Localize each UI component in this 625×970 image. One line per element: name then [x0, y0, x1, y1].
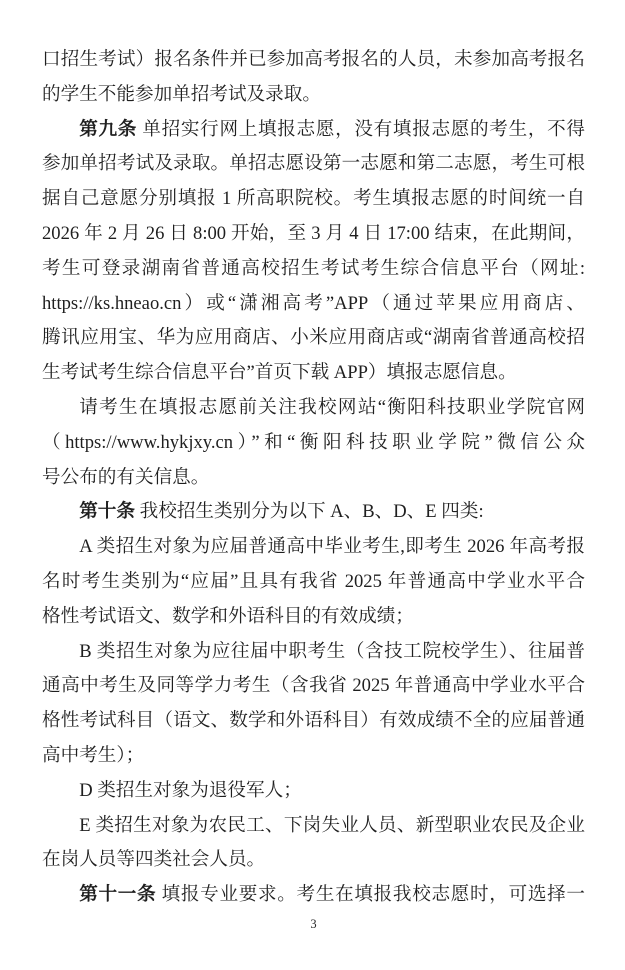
document-line — [42, 565, 585, 600]
document-line — [42, 391, 585, 426]
document-line — [42, 495, 585, 530]
line-text: 单招实行网上填报志愿，没有填报志愿的考生，不得 — [137, 118, 585, 140]
document-line — [42, 217, 585, 252]
line-text: 口招生考试）报名条件并已参加高考报名的人员，未参加高考报名 — [42, 49, 585, 70]
page-number: 3 — [310, 916, 317, 931]
line-text: https://ks.hneao.cn）或“潇湘高考”APP（通过苹果应用商店、 — [42, 292, 585, 314]
line-text: B 类招生对象为应往届中职考生（含技工院校学生）、往届普 — [79, 640, 585, 662]
line-text: 通高中考生及同等学力考生（含我省 2025 年普通高中学业水平合 — [42, 675, 585, 697]
line-text: 请考生在填报志愿前关注我校网站“衡阳科技职业学院官网 — [79, 396, 585, 418]
line-text: 格性考试科目（语文、数学和外语科目）有效成绩不全的应届普通 — [42, 710, 585, 732]
line-text: （https://www.hykjxy.cn）”和“衡阳科技职业学院”微信公众 — [42, 431, 585, 453]
line-text: 考生可登录湖南省普通高校招生考试考生综合信息平台（网址: — [42, 257, 585, 279]
document-line — [42, 600, 585, 635]
document-line — [42, 739, 585, 774]
document-line — [42, 774, 585, 809]
document-line — [42, 843, 585, 878]
document-line — [42, 461, 585, 496]
line-text: 填报专业要求。考生在填报我校志愿时，可选择一 — [156, 884, 585, 906]
document-line — [42, 809, 585, 844]
document-line — [42, 356, 585, 391]
line-text: 高中考生）； — [42, 744, 145, 766]
document-line — [42, 426, 585, 461]
line-text: 参加单招考试及录取。单招志愿设第一志愿和第二志愿，考生可根 — [42, 153, 585, 175]
document-line — [42, 147, 585, 182]
document-line — [42, 530, 585, 565]
line-text: 号公布的有关信息。 — [42, 466, 210, 488]
line-text: 的学生不能参加单招考试及录取。 — [42, 83, 321, 105]
document-line — [42, 669, 585, 704]
article-number: 第十条 — [79, 501, 135, 523]
document-line — [42, 43, 585, 78]
line-text: 据自己意愿分别填报 1 所高职院校。考生填报志愿的时间统一自 — [42, 188, 585, 210]
line-text: 生考试考生综合信息平台”首页下载 APP）填报志愿信息。 — [42, 362, 517, 384]
document-line — [42, 704, 585, 739]
document-line — [42, 78, 585, 113]
document-line — [42, 287, 585, 322]
line-text: 名时考生类别为“应届”且具有我省 2025 年普通高中学业水平合 — [42, 570, 585, 592]
document-line — [42, 113, 585, 148]
article-number: 第九条 — [79, 118, 138, 140]
document-line — [42, 182, 585, 217]
article-number: 第十一条 — [79, 884, 157, 906]
line-text: 2026 年 2 月 26 日 8:00 开始，至 3 月 4 日 17:00 结束，在此期间， — [42, 222, 585, 244]
line-text: 腾讯应用宝、华为应用商店、小米应用商店或“湖南省普通高校招 — [42, 327, 585, 349]
line-text: E 类招生对象为农民工、下岗失业人员、新型职业农民及企业 — [79, 814, 585, 836]
line-text: A 类招生对象为应届普通高中毕业考生,即考生 2026 年高考报 — [79, 536, 585, 558]
document-line — [42, 321, 585, 356]
line-text: D 类招生对象为退役军人； — [79, 779, 302, 801]
document-line — [42, 635, 585, 670]
line-text: 在岗人员等四类社会人员。 — [42, 849, 266, 871]
document-body — [42, 43, 585, 913]
document-line — [42, 252, 585, 287]
document-line — [42, 878, 585, 913]
line-text: 格性考试语文、数学和外语科目的有效成绩； — [42, 605, 414, 627]
line-text: 我校招生类别分为以下 A、B、D、E 四类: — [134, 501, 484, 523]
